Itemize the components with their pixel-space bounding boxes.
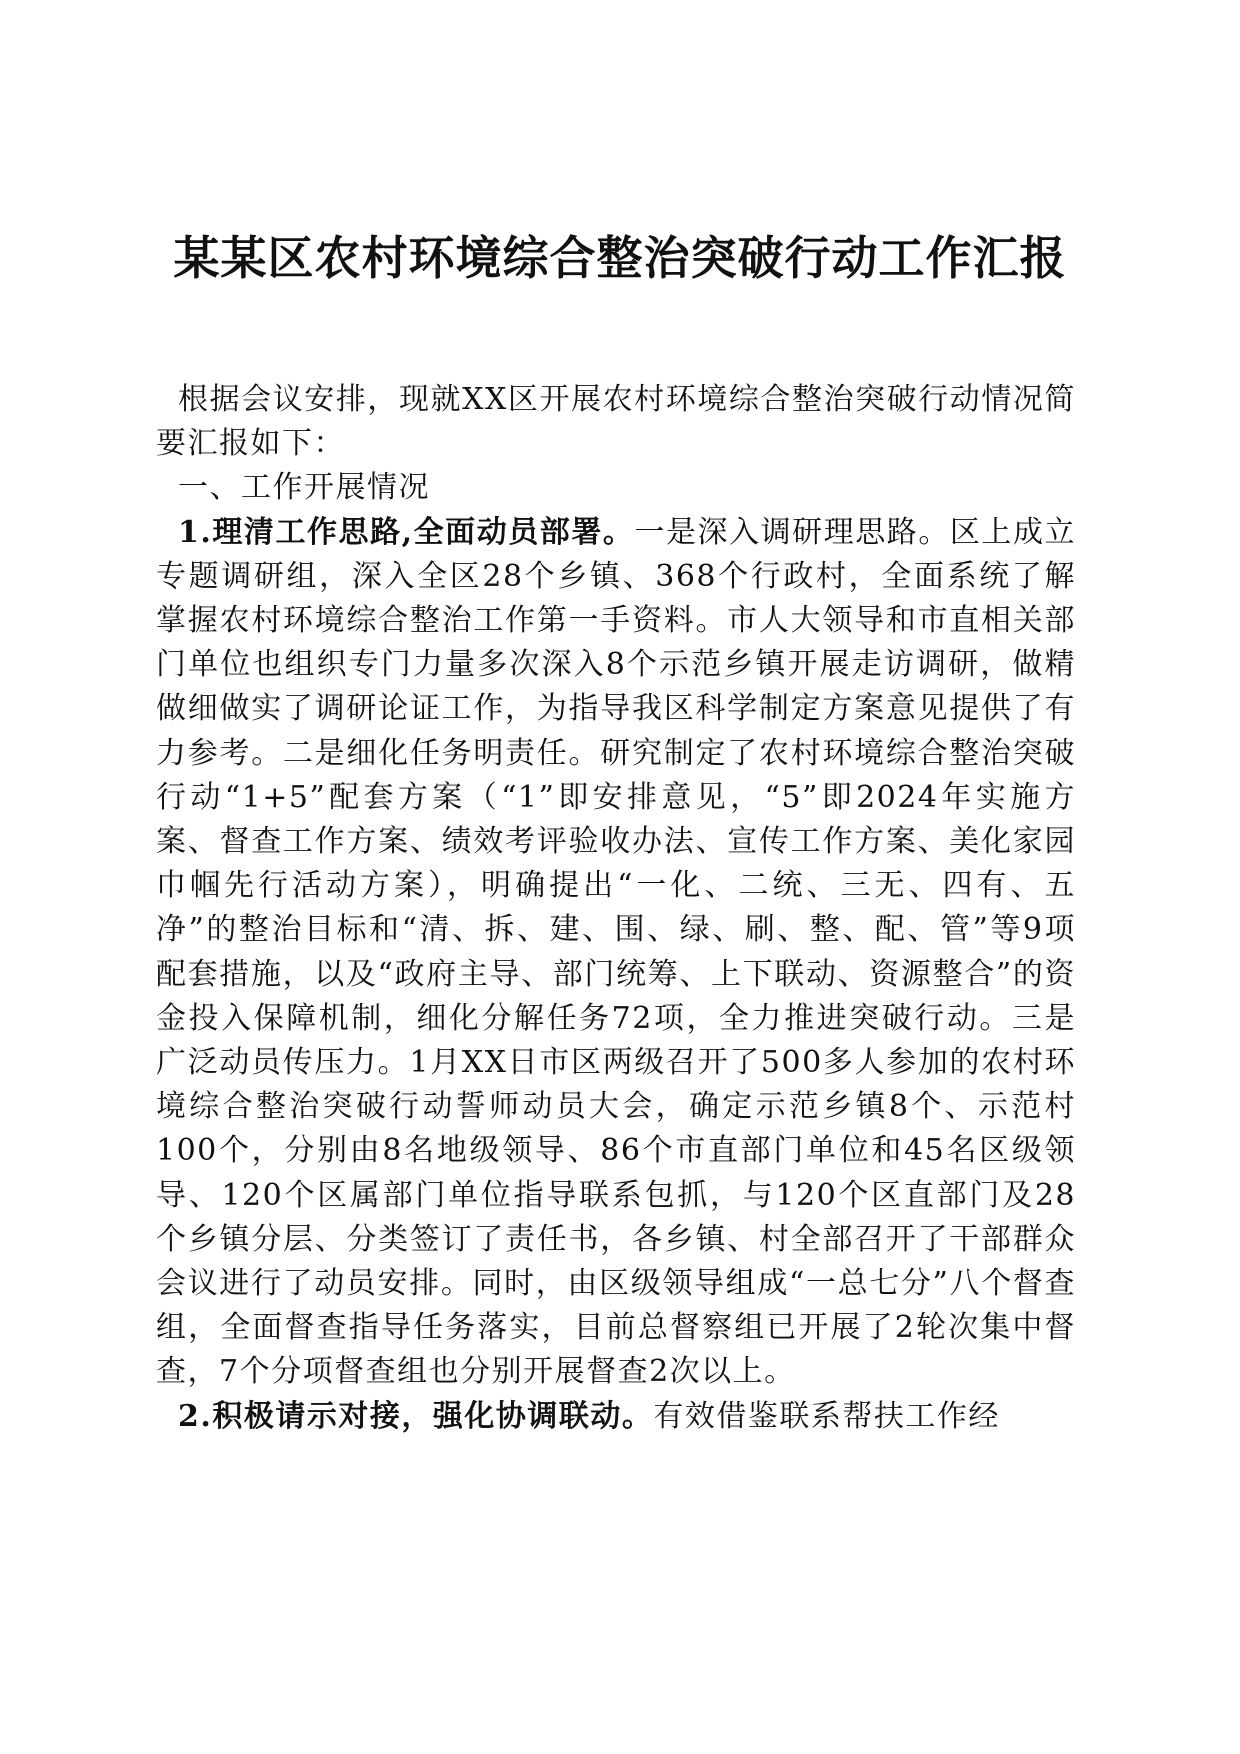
item-2-text: 有效借鉴联系帮扶工作经 <box>653 1398 1000 1434</box>
item-1-text: 一是深入调研理思路。区上成立专题调研组，深入全区28个乡镇、368个行政村，全面系统了解掌握农村环境综合整治工作第一手资料。市人大领导和市直相关部门单位也组织专门力量多次深入8个示范乡镇开展走访调研，做精做细做实了调研论证工作，为指导我区科学制定方案意见提供了有力参考。二是细化任务明责任。研究制定了农村环境综合整治突破行动“1+5”配套方案（“1”即安排意见，“5”即2024年实施方案、督查工作方案、绩效考评验收办法、宣传工作方案、美化家园巾帼先行活动方案），明确提出“一化、二统、三无、四有、五净”的整治目标和“清、拆、建、围、绿、刷、整、配、管”等9项配套措施，以及“政府主导、部门统筹、上下联动、资源整合”的资金投入保障机制，细化分解任务72项，全力推进突破行动。三是广泛动员传压力。1月XX日市区两级召开了500多人参加的农村环境综合整治突破行动誓师动员大会，确定示范乡镇8个、示范村100个，分别由8名地级领导、86个市直部门单位和45名区级领导、120个区属部门单位指导联系包抓，与120个区直部门及28个乡镇分层、分类签订了责任书，各乡镇、村全部召开了干部群众会议进行了动员安排。同时，由区级领导组成“一总七分”八个督查组，全面督查指导任务落实，目前总督察组已开展了2轮次集中督查，7个分项督查组也分别开展督查2次以上。 <box>156 514 1077 1390</box>
item-2-paragraph <box>156 1395 1076 1439</box>
document-title: 某某区农村环境综合整治突破行动工作汇报 <box>173 231 1067 285</box>
document-body <box>156 378 1076 1439</box>
item-1-paragraph <box>156 511 1076 1395</box>
item-2-heading: 2.积极请示对接，强化协调联动。 <box>178 1398 654 1434</box>
intro-paragraph: 根据会议安排，现就XX区开展农村环境综合整治突破行动情况简要汇报如下： <box>156 382 1076 462</box>
section-heading: 一、工作开展情况 <box>178 470 430 506</box>
item-1-heading: 1.理清工作思路,全面动员部署。 <box>178 514 635 550</box>
